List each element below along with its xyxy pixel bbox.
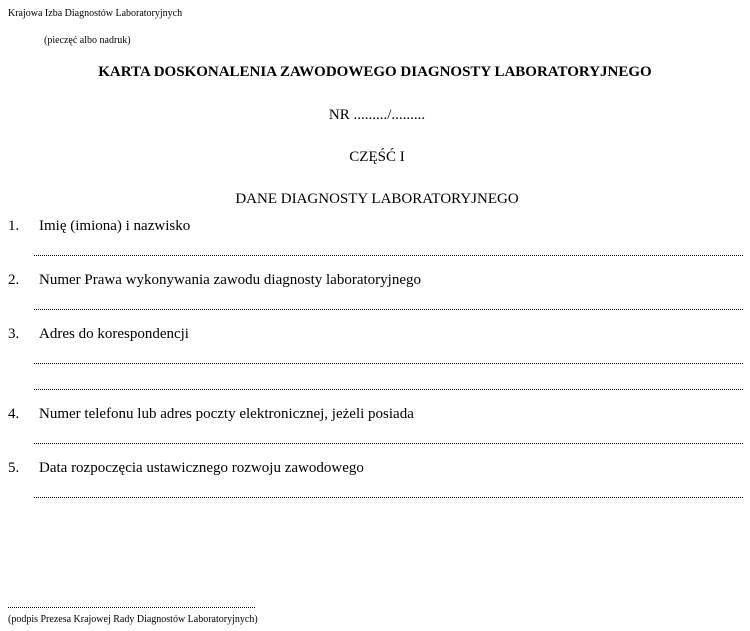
start-date-fill-line[interactable] — [34, 497, 743, 498]
card-number-line: NR ........./......... — [328, 107, 426, 123]
stamp-note: (pieczęć albo nadruk) — [44, 35, 131, 46]
address-fill-line-1[interactable] — [34, 363, 743, 364]
item-number: 1. — [8, 218, 20, 234]
item-label-name: Imię (imiona) i nazwisko — [39, 218, 191, 234]
item-number: 2. — [8, 272, 20, 288]
license-fill-line[interactable] — [34, 309, 743, 310]
item-number: 5. — [8, 460, 20, 476]
item-label-contact: Numer telefonu lub adres poczty elektronicznej, jeżeli posiada — [39, 406, 414, 422]
signature-caption: (podpis Prezesa Krajowej Rady Diagnostów Laboratoryjnych) — [8, 614, 258, 625]
address-fill-line-2[interactable] — [34, 389, 743, 390]
item-label-address: Adres do korespondencji — [39, 326, 189, 342]
section-heading: DANE DIAGNOSTY LABORATORYJNEGO — [235, 191, 519, 207]
item-label-license: Numer Prawa wykonywania zawodu diagnosty laboratoryjnego — [39, 272, 421, 288]
item-number: 3. — [8, 326, 20, 342]
item-number: 4. — [8, 406, 20, 422]
document-title: KARTA DOSKONALENIA ZAWODOWEGO DIAGNOSTY LABORATORYJNEGO — [98, 64, 652, 80]
name-fill-line[interactable] — [34, 255, 743, 256]
signature-line[interactable] — [8, 607, 255, 608]
organization-name: Krajowa Izba Diagnostów Laboratoryjnych — [8, 8, 183, 19]
item-label-start-date: Data rozpoczęcia ustawicznego rozwoju zawodowego — [39, 460, 364, 476]
contact-fill-line[interactable] — [34, 443, 743, 444]
part-heading: CZĘŚĆ I — [349, 149, 405, 165]
